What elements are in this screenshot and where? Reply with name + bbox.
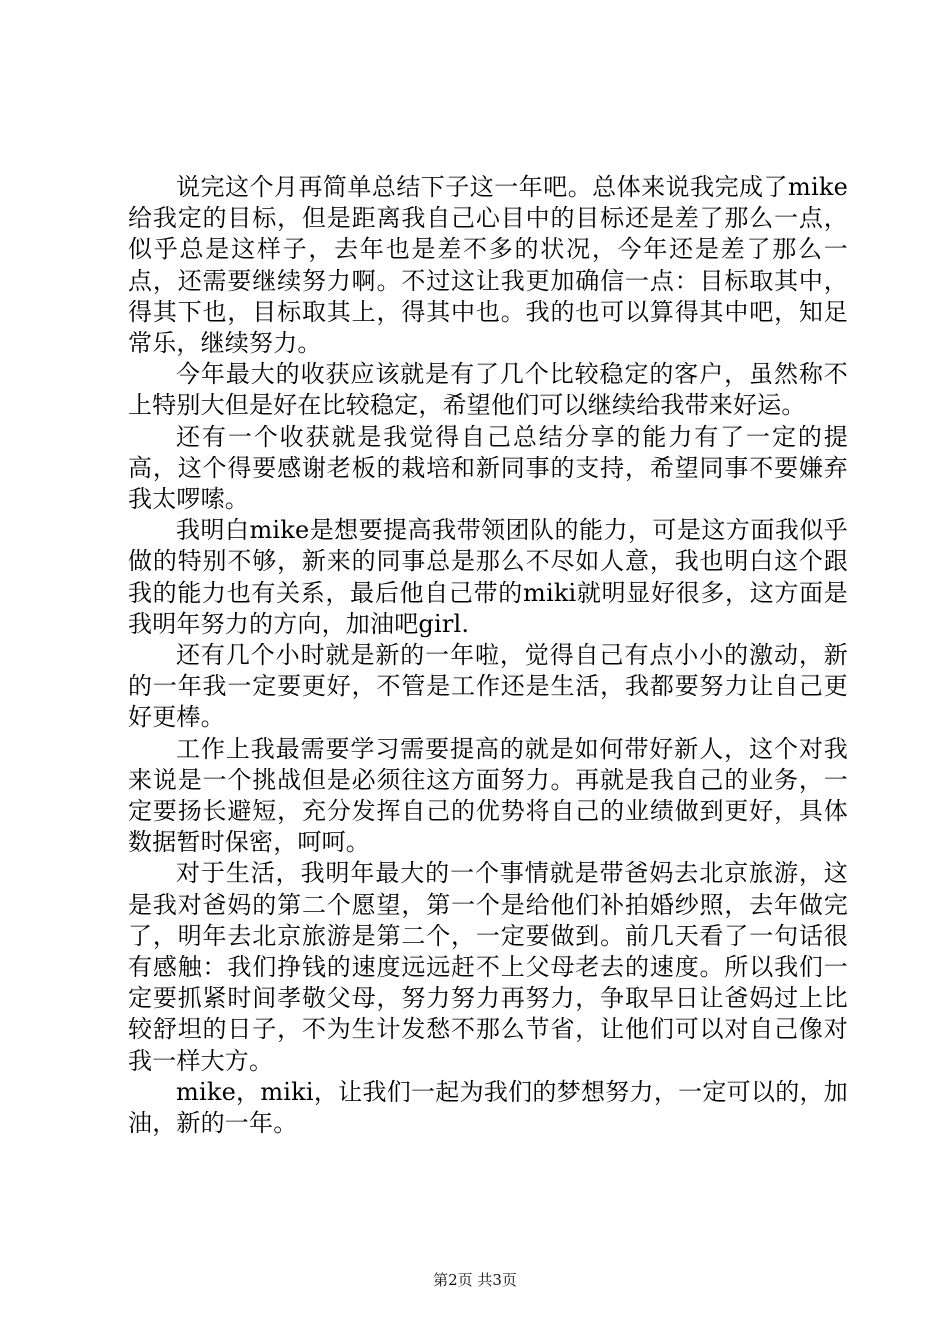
paragraph-year-summary: 说完这个月再简单总结下子这一年吧。总体来说我完成了mike给我定的目标，但是距离我自己心目中的目标还是差了那么一点，似乎总是这样子，去年也是差不多的状况，今年还是差了那么一点，还需要继续努力啊。不过这让我更加确信一点：目标取其中，得其下也，目标取其上，得其中也。我的也可以算得其中吧，知足常乐，继续努力。 <box>128 173 848 358</box>
paragraph-life-goals: 对于生活，我明年最大的一个事情就是带爸妈去北京旅游，这是我对爸妈的第二个愿望，第一个是给他们补拍婚纱照，去年做完了，明年去北京旅游是第二个，一定要做到。前几天看了一句话很有感触：我们挣钱的速度远远赶不上父母老去的速度。所以我们一定要抓紧时间孝敬父母，努力努力再努力，争取早日让爸妈过上比较舒坦的日子，不为生计发愁不那么节省，让他们可以对自己像对我一样大方。 <box>128 859 848 1075</box>
page-footer: 第2页 共3页 <box>433 1271 517 1289</box>
paragraph-sharing-ability: 还有一个收获就是我觉得自己总结分享的能力有了一定的提高，这个得要感谢老板的栽培和新同事的支持，希望同事不要嫌弃我太啰嗦。 <box>128 422 848 514</box>
paragraph-clients: 今年最大的收获应该就是有了几个比较稳定的客户，虽然称不上特别大但是好在比较稳定，希望他们可以继续给我带来好运。 <box>128 360 848 420</box>
paragraph-new-year: 还有几个小时就是新的一年啦，觉得自己有点小小的激动，新的一年我一定要更好，不管是工作还是生活，我都要努力让自己更好更棒。 <box>128 641 848 732</box>
paragraph-work-goals: 工作上我最需要学习需要提高的就是如何带好新人，这个对我来说是一个挑战但是必须往这方面努力。再就是我自己的业务，一定要扬长避短，充分发挥自己的优势将自己的业绩做到更好，具体数据暂时保密，呵呵。 <box>128 734 848 857</box>
body-text <box>128 172 848 1139</box>
paragraph-team-leading: 我明白mike是想要提高我带领团队的能力，可是这方面我似乎做的特别不够，新来的同事总是那么不尽如人意，我也明白这个跟我的能力也有关系，最后他自己带的miki就明显好很多，这方面是我明年努力的方向，加油吧girl. <box>128 516 848 638</box>
paragraph-closing: mike，miki，让我们一起为我们的梦想努力，一定可以的，加油，新的一年。 <box>128 1077 848 1138</box>
